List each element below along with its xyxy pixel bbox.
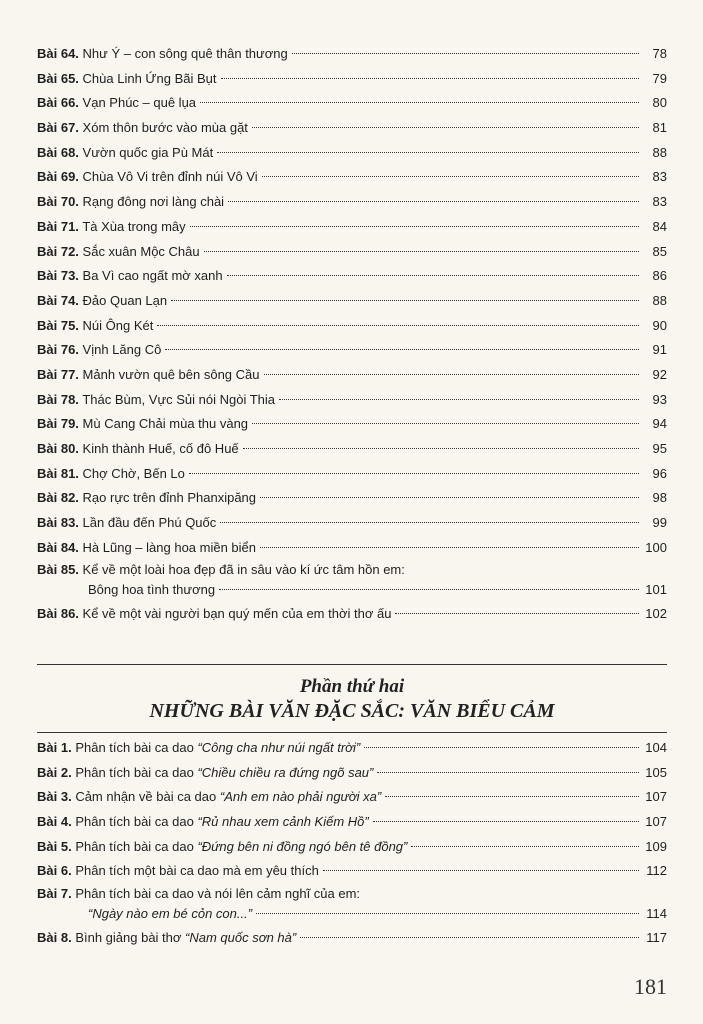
toc-entry-title: [37, 761, 373, 786]
toc-entry: [37, 264, 667, 289]
dot-leader: [165, 349, 639, 350]
toc-entry-line: [37, 215, 667, 240]
toc-entry-line: [37, 437, 667, 462]
toc-entry-line: [37, 785, 667, 810]
toc-entry-title: [37, 536, 256, 561]
toc-entry-title: [37, 363, 260, 388]
dot-leader: [373, 821, 639, 822]
toc-entry-line: [37, 810, 667, 835]
toc-entry: [37, 926, 667, 951]
toc-entry-title: [37, 736, 360, 761]
entry-number: Bài 1.: [37, 740, 72, 755]
toc-entry: [37, 215, 667, 240]
entry-number: Bài 72.: [37, 243, 79, 259]
entry-page: 107: [645, 789, 667, 805]
toc-entry: [37, 314, 667, 339]
toc-entry-title: [37, 314, 153, 339]
toc-entry: [37, 486, 667, 511]
dot-leader: [385, 796, 639, 797]
dot-leader: [204, 251, 639, 252]
dot-leader: [171, 300, 639, 301]
toc-entry-title: [37, 91, 196, 116]
entry-page: 90: [652, 317, 667, 333]
toc-entry-title: [37, 412, 248, 437]
entry-page: 92: [652, 366, 667, 382]
toc-entry-title: [37, 486, 256, 511]
toc-entry-line: [37, 264, 667, 289]
entry-page: 84: [652, 218, 667, 234]
toc-entry-title: [37, 560, 405, 580]
toc-entry-line: [37, 165, 667, 190]
toc-entry-title: [37, 264, 223, 289]
toc-entry-line: [37, 904, 667, 924]
toc-part-two: [37, 736, 667, 951]
toc-entry-line: [37, 314, 667, 339]
entry-number: Bài 77.: [37, 366, 79, 382]
entry-number: Bài 78.: [37, 391, 79, 407]
toc-entry-line: [37, 91, 667, 116]
entry-title-text: Lần đầu đến Phú Quốc: [82, 515, 217, 531]
entry-number: Bài 8.: [37, 930, 72, 946]
entry-title-text: Phân tích bài ca dao: [75, 838, 198, 854]
toc-entry: [37, 785, 667, 810]
dot-leader: [157, 325, 639, 326]
dot-leader: [189, 473, 639, 474]
entry-title-continued: Bông hoa tình thương: [88, 582, 216, 598]
toc-entry-title: [37, 926, 296, 951]
entry-number: Bài 65.: [37, 70, 79, 86]
toc-entry: [37, 141, 667, 166]
toc-entry: [37, 511, 667, 536]
entry-number: Bài 84.: [37, 539, 79, 555]
entry-number: Bài 4.: [37, 814, 72, 830]
entry-number: Bài 76.: [37, 342, 79, 358]
entry-page: 94: [652, 416, 667, 432]
entry-title-quote: “Công cha như núi ngất trời”: [197, 740, 361, 755]
entry-page: 83: [652, 169, 667, 185]
toc-entry: [37, 338, 667, 363]
toc-entry-title: [37, 437, 239, 462]
dot-leader: [262, 176, 639, 177]
entry-number: Bài 3.: [37, 789, 72, 805]
entry-number: Bài 70.: [37, 194, 79, 210]
toc-entry-line: [37, 462, 667, 487]
entry-title-text: Hà Lũng – làng hoa miền biển: [82, 539, 257, 555]
dot-leader: [252, 127, 639, 128]
toc-entry-line: [37, 412, 667, 437]
entry-title-text: Bình giảng bài thơ: [75, 930, 186, 946]
toc-entry: [37, 67, 667, 92]
entry-page: 95: [652, 441, 667, 456]
toc-entry-title: [37, 67, 217, 92]
toc-entry-line: [37, 602, 667, 627]
toc-entry: [37, 536, 667, 561]
toc-entry-line: [37, 859, 667, 884]
dot-leader: [190, 226, 639, 227]
toc-entry: [37, 736, 667, 761]
toc-entry-title: [37, 462, 185, 487]
entry-title-text: Đảo Quan Lạn: [82, 292, 168, 308]
entry-title-text: Núi Ông Két: [82, 317, 154, 333]
entry-title-text: Tà Xùa trong mây: [82, 218, 186, 234]
entry-title-text: Phân tích bài ca dao và nói lên cảm nghĩ của em:: [75, 886, 361, 902]
toc-entry-line: [37, 116, 667, 141]
toc-entry-line: [37, 67, 667, 92]
toc-entry-line: [37, 560, 667, 580]
toc-entry-title: [37, 141, 213, 166]
entry-number: Bài 67.: [37, 120, 79, 136]
entry-title-text: Phân tích bài ca dao: [75, 814, 198, 830]
entry-title-text: Phân tích bài ca dao: [75, 764, 198, 780]
entry-title-quote: “Anh em nào phải người xa”: [219, 789, 382, 805]
dot-leader: [364, 747, 639, 748]
entry-page: 79: [652, 70, 667, 86]
toc-entry: [37, 462, 667, 487]
entry-title-text: Chợ Chờ, Bến Lo: [82, 465, 185, 481]
entry-page: 98: [652, 490, 667, 506]
toc-entry-line: [37, 240, 667, 265]
entry-title-text: Mảnh vườn quê bên sông Cầu: [82, 366, 260, 382]
entry-number: Bài 79.: [37, 416, 79, 432]
toc-entry-line: [37, 141, 667, 166]
entry-page: 101: [645, 582, 667, 598]
entry-number: Bài 2.: [37, 764, 72, 780]
entry-title-text: Cảm nhận về bài ca dao: [75, 789, 220, 805]
entry-number: Bài 68.: [37, 144, 79, 160]
entry-page: 83: [652, 194, 667, 210]
entry-title-text: Như Ý – con sông quê thân thương: [82, 46, 288, 61]
toc-entry-title: [37, 602, 391, 627]
entry-title-text: Sắc xuân Mộc Châu: [82, 243, 200, 259]
entry-title-text: Phân tích bài ca dao: [75, 740, 198, 755]
toc-entry-title: [37, 388, 275, 413]
toc-entry: [37, 91, 667, 116]
dot-leader: [227, 275, 639, 276]
toc-entry-title: [37, 42, 288, 67]
toc-entry-title: [37, 810, 369, 835]
dot-leader: [260, 497, 639, 498]
entry-title-text: Kinh thành Huế, cố đô Huế: [82, 441, 239, 456]
toc-entry: [37, 42, 667, 67]
toc-entry-title: [37, 289, 167, 314]
toc-entry-title: [37, 835, 407, 860]
entry-title-text: Vịnh Lăng Cô: [82, 342, 162, 358]
entry-page: 93: [652, 391, 667, 407]
toc-entry-title: [37, 240, 200, 265]
entry-page: 100: [645, 539, 667, 555]
entry-page: 86: [652, 268, 667, 284]
entry-title-quote: “Đứng bên ni đồng ngó bên tê đồng”: [197, 838, 408, 854]
dot-leader: [260, 547, 639, 548]
entry-number: Bài 80.: [37, 441, 79, 456]
entry-page: 109: [645, 838, 667, 854]
toc-entry-line: [37, 338, 667, 363]
toc-entry: [37, 388, 667, 413]
dot-leader: [264, 374, 639, 375]
toc-entry: [37, 116, 667, 141]
entry-number: Bài 81.: [37, 465, 79, 481]
toc-entry: [37, 190, 667, 215]
entry-title-text: Xóm thôn bước vào mùa gặt: [82, 120, 248, 136]
toc-entry-line: [37, 388, 667, 413]
toc-entry-line: [37, 580, 667, 600]
entry-number: Bài 83.: [37, 515, 79, 531]
entry-title-text: Mù Cang Chải mùa thu vàng: [82, 416, 249, 432]
toc-entry-title: [37, 116, 248, 141]
toc-entry-line: [37, 736, 667, 761]
dot-leader: [252, 423, 639, 424]
entry-title-text: Kể về một vài người bạn quý mến của em thời thơ ấu: [82, 606, 392, 622]
toc-entry: [37, 884, 667, 926]
toc-entry-line: [37, 289, 667, 314]
toc-entry: [37, 835, 667, 860]
entry-title-text: Ba Vì cao ngất mờ xanh: [82, 268, 223, 284]
entry-title-text: Rạng đông nơi làng chài: [82, 194, 225, 210]
toc-entry-title: [37, 190, 224, 215]
part-label: Phần thứ hai: [299, 676, 405, 697]
entry-title-text: Chùa Linh Ứng Bãi Bụt: [82, 70, 217, 86]
toc-entry-line: [37, 190, 667, 215]
entry-number: Bài 86.: [37, 606, 79, 622]
part-title: NHỮNG BÀI VĂN ĐẶC SẮC: VĂN BIỂU CẢM: [37, 700, 667, 733]
entry-number: Bài 73.: [37, 268, 79, 284]
dot-leader: [221, 78, 639, 79]
toc-entry: [37, 240, 667, 265]
entry-page: 99: [652, 515, 667, 531]
toc-entry: [37, 363, 667, 388]
entry-number: Bài 69.: [37, 169, 79, 185]
toc-entry-line: [37, 926, 667, 951]
entry-page: 78: [652, 46, 667, 61]
dot-leader: [292, 53, 639, 54]
toc-entry-title: [37, 859, 319, 884]
dot-leader: [300, 937, 639, 938]
toc-part-one: [37, 42, 667, 627]
entry-title-text: Kể về một loài hoa đẹp đã in sâu vào kí ức tâm hồn em:: [82, 562, 405, 578]
entry-page: 88: [652, 292, 667, 308]
toc-entry-line: [37, 761, 667, 786]
entry-title-quote: “Nam quốc sơn hà”: [185, 930, 297, 946]
toc-entry-line: [37, 835, 667, 860]
entry-number: Bài 6.: [37, 863, 72, 879]
entry-title-text: Thác Bùm, Vực Sủi nói Ngòi Thia: [82, 391, 276, 407]
toc-entry-line: [37, 42, 667, 67]
dot-leader: [377, 772, 639, 773]
toc-entry-title: [37, 785, 381, 810]
toc-entry: [37, 859, 667, 884]
entry-number: Bài 85.: [37, 562, 79, 578]
entry-page: 85: [652, 243, 667, 259]
toc-entry: [37, 761, 667, 786]
toc-entry-line: [37, 536, 667, 561]
toc-entry-title: [37, 215, 186, 240]
entry-page: 91: [652, 342, 667, 358]
dot-leader: [256, 913, 639, 914]
entry-number: Bài 66.: [37, 95, 79, 111]
entry-page: 88: [652, 144, 667, 160]
toc-entry-title: [37, 165, 258, 190]
toc-entry: [37, 437, 667, 462]
entry-page: 107: [645, 814, 667, 830]
entry-title-continued: “Ngày nào em bé cỏn con...”: [88, 906, 253, 922]
toc-entry-line: [37, 511, 667, 536]
toc-entry: [37, 412, 667, 437]
toc-entry-title: [37, 338, 161, 363]
entry-title-text: Vạn Phúc – quê lụa: [82, 95, 197, 111]
toc-entry: [37, 289, 667, 314]
toc-entry: [37, 810, 667, 835]
dot-leader: [279, 399, 639, 400]
toc-entry: [37, 165, 667, 190]
toc-entry-line: [37, 884, 667, 904]
toc-entry-title: [37, 884, 360, 904]
dot-leader: [243, 448, 639, 449]
dot-leader: [228, 201, 639, 202]
entry-number: Bài 7.: [37, 886, 72, 902]
entry-number: Bài 71.: [37, 218, 79, 234]
dot-leader: [220, 522, 639, 523]
toc-entry: [37, 560, 667, 602]
dot-leader: [200, 102, 639, 103]
entry-title-quote: “Chiều chiều ra đứng ngõ sau”: [197, 764, 374, 780]
entry-number: Bài 74.: [37, 292, 79, 308]
entry-page: 102: [645, 606, 667, 622]
entry-page: 104: [645, 740, 667, 755]
page-number: 181: [634, 974, 667, 999]
entry-number: Bài 5.: [37, 838, 72, 854]
entry-page: 112: [646, 863, 667, 879]
dot-leader: [411, 846, 639, 847]
entry-page: 117: [646, 930, 667, 946]
entry-number: Bài 75.: [37, 317, 79, 333]
part-two-header: [37, 664, 667, 733]
entry-title-text: Chùa Vô Vi trên đỉnh núi Vô Vi: [82, 169, 258, 185]
toc-entry-line: [37, 486, 667, 511]
toc-entry-title: [37, 511, 216, 536]
entry-title-text: Phân tích một bài ca dao mà em yêu thích: [75, 863, 319, 879]
dot-leader: [395, 613, 639, 614]
entry-title-text: Rạo rực trên đỉnh Phanxipăng: [82, 490, 257, 506]
entry-title-quote: “Rủ nhau xem cảnh Kiếm Hồ”: [197, 814, 369, 830]
dot-leader: [323, 870, 639, 871]
entry-page: 81: [652, 120, 667, 136]
entry-page: 114: [646, 906, 667, 922]
entry-number: Bài 64.: [37, 46, 79, 61]
dot-leader: [219, 589, 639, 590]
entry-title-text: Vườn quốc gia Pù Mát: [82, 144, 214, 160]
toc-entry: [37, 602, 667, 627]
entry-page: 96: [652, 465, 667, 481]
entry-number: Bài 82.: [37, 490, 79, 506]
entry-page: 105: [645, 764, 667, 780]
entry-page: 80: [652, 95, 667, 111]
toc-entry-line: [37, 363, 667, 388]
dot-leader: [217, 152, 639, 153]
